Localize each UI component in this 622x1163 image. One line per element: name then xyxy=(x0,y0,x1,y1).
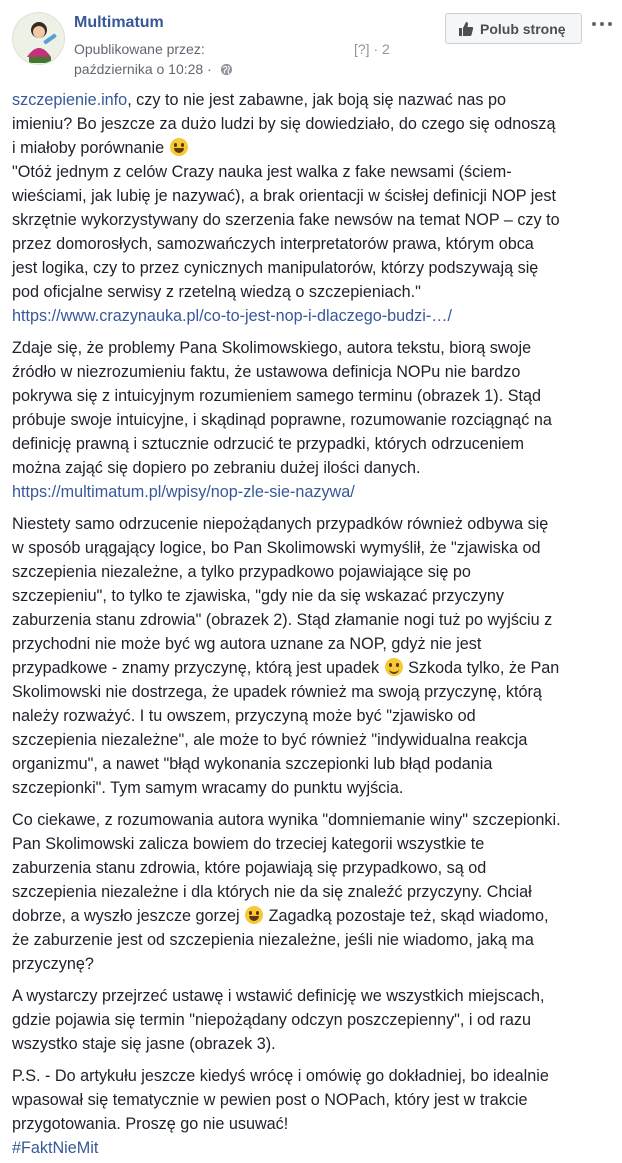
page-name-link[interactable]: Multimatum xyxy=(74,14,164,31)
text-line: definicję prawną i sztucznie odrzucić te przypadki, których odrzuceniem xyxy=(12,435,524,453)
paragraph-3 xyxy=(12,512,612,800)
text-line: szczepienia niezależne", ale może to być również "indywidualna reakcja xyxy=(12,731,528,749)
hashtag-link[interactable]: #FaktNieMit xyxy=(12,1139,99,1157)
text-line: przez domorosłych, samozwańczych interpretatorów prawa, którym obca xyxy=(12,235,534,253)
help-marker[interactable]: [?] · 2 xyxy=(354,41,390,57)
text-line: szczepienia niezależne, a tylko przypadkowo pojawiające się po xyxy=(12,563,471,581)
text-line: przygotowania. Proszę go nie usuwać! xyxy=(12,1115,289,1133)
text-line: wpasował się tematycznie w pewien post o NOPach, który jest w trakcie xyxy=(12,1091,528,1109)
crazynauka-link[interactable]: https://www.crazynauka.pl/co-to-jest-nop-i-dlaczego-budzi-…/ xyxy=(12,307,452,325)
text-line: A wystarczy przejrzeć ustawę i wstawić definicję we wszystkich miejscach, xyxy=(12,987,545,1005)
text-line: przychodni nie może być wg autora uznane za NOP, gdyż nie jest xyxy=(12,635,482,653)
text-line: skrzętnie wykorzystywany do szerzenia fake newsów na temat NOP – czy to xyxy=(12,211,560,229)
text-fragment: i miałoby porównanie xyxy=(12,139,165,157)
text-line: Skolimowski nie dostrzega, że upadek również ma swoją przyczynę, którą xyxy=(12,683,542,701)
text-line: że zaburzenie jest od szczepienia niezależne, jeśli nie wiadomo, jaką ma xyxy=(12,931,534,949)
text-line: imieniu? Bo jeszcze za dużo ludzi by się dowiedziało, do czego się odnoszą xyxy=(12,115,556,133)
paragraph-4 xyxy=(12,808,612,976)
paragraph-6 xyxy=(12,1064,612,1160)
globe-icon[interactable] xyxy=(220,63,233,76)
paragraph-2 xyxy=(12,336,612,504)
text-fragment: Szkoda tylko, że Pan xyxy=(403,659,560,677)
avatar-illustration xyxy=(13,13,65,65)
like-page-label: Polub stronę xyxy=(480,20,566,37)
text-line: "Otóż jednym z celów Crazy nauka jest walka z fake newsami (ściem- xyxy=(12,163,512,181)
text-line: Co ciekawe, z rozumowania autora wynika "domniemanie winy" szczepionki. xyxy=(12,811,561,829)
smiling-emoji-icon xyxy=(385,658,403,676)
text-line: Pan Skolimowski zalicza bowiem do trzeciej kategorii wszystkie te xyxy=(12,835,485,853)
text-line: Niestety samo odrzucenie niepożądanych przypadków również odbywa się xyxy=(12,515,549,533)
text-line: szczepieniu", to tylko te zjawiska, "gdy nie da się wskazać przyczyny xyxy=(12,587,504,605)
like-page-button[interactable] xyxy=(445,13,582,44)
text-line: Zdaje się, że problemy Pana Skolimowskiego, autora tekstu, biorą swoje xyxy=(12,339,532,357)
grinning-sweat-emoji-icon xyxy=(245,906,263,924)
page-avatar[interactable] xyxy=(12,12,65,65)
text-line: jest logika, czy to przez cynicznych manipulatorów, którzy podszywają się xyxy=(12,259,539,277)
text-line: przyczynę? xyxy=(12,955,94,973)
text-line: gdzie pojawia się termin "niepożądany odczyn poszczepienny", i od razu xyxy=(12,1011,531,1029)
paragraph-5 xyxy=(12,984,612,1056)
text-fragment: dobrze, a wyszło jeszcze gorzej xyxy=(12,907,240,925)
multimatum-link[interactable]: https://multimatum.pl/wpisy/nop-zle-sie-nazywa/ xyxy=(12,483,355,501)
published-by-label: Opublikowane przez: xyxy=(74,41,205,57)
post-header xyxy=(0,0,622,86)
text-line: próbuje swoje intuicyjne, i skądinąd poprawne, rozumowanie rozciągnąć na xyxy=(12,411,552,429)
text-line: można zająć się dopiero po zebraniu dużej ilości danych. xyxy=(12,459,421,477)
text-fragment: , czy to nie jest zabawne, jak boją się nazwać nas po xyxy=(127,91,507,109)
text-line: pokrywa się z intuicyjnym rozumieniem samego terminu (obrazek 1). Stąd xyxy=(12,387,541,405)
text-line: szczepienia niezależne i dla których nie da się znaleźć przyczyny. Chciał xyxy=(12,883,532,901)
text-line: źródło w niezrozumieniu faktu, że ustawowa definicja NOPu nie bardzo xyxy=(12,363,521,381)
text-line: wszystko staje się jasne (obrazek 3). xyxy=(12,1035,276,1053)
text-fragment: przypadkowe - znamy przyczynę, którą jest upadek xyxy=(12,659,380,677)
text-line: w sposób urągający logice, bo Pan Skolimowski wymyślił, że "zjawiska od xyxy=(12,539,541,557)
paragraph-1 xyxy=(12,88,612,328)
text-fragment: Zagadką pozostaje też, skąd wiadomo, xyxy=(264,907,549,925)
text-line: pod oficjalne serwisy z rzetelną wiedzą o szczepieniach." xyxy=(12,283,421,301)
post-timestamp xyxy=(74,61,233,77)
text-line: zaburzenia stanu zdrowia" (obrazek 2). Stąd złamanie nogi tuż po wyjściu z xyxy=(12,611,553,629)
text-line: należy rozważyć. I tu owszem, przyczyną może być "zjawisko od xyxy=(12,707,476,725)
text-line: wieściami, jak lubię je nazywać), a brak orientacji w ścisłej definicji NOP jest xyxy=(12,187,556,205)
grinning-emoji-icon xyxy=(170,138,188,156)
szczepienie-info-link[interactable]: szczepienie.info xyxy=(12,91,128,109)
text-line: zaburzenia stanu zdrowia, które pojawiają się przypadkowo, są od xyxy=(12,859,487,877)
text-line: P.S. - Do artykułu jeszcze kiedyś wrócę i omówię go dokładniej, bo idealnie xyxy=(12,1067,549,1085)
text-line: organizmu", a nawet "błąd wykonania szczepionki lub błąd podania xyxy=(12,755,493,773)
text-line: szczepionki". Tym samym wracamy do punktu wyjścia. xyxy=(12,779,404,797)
more-dots-icon[interactable] xyxy=(588,14,616,34)
post-body xyxy=(12,88,612,1163)
thumbs-up-icon xyxy=(458,21,474,37)
timestamp-link[interactable]: października o 10:28 · xyxy=(74,61,212,77)
